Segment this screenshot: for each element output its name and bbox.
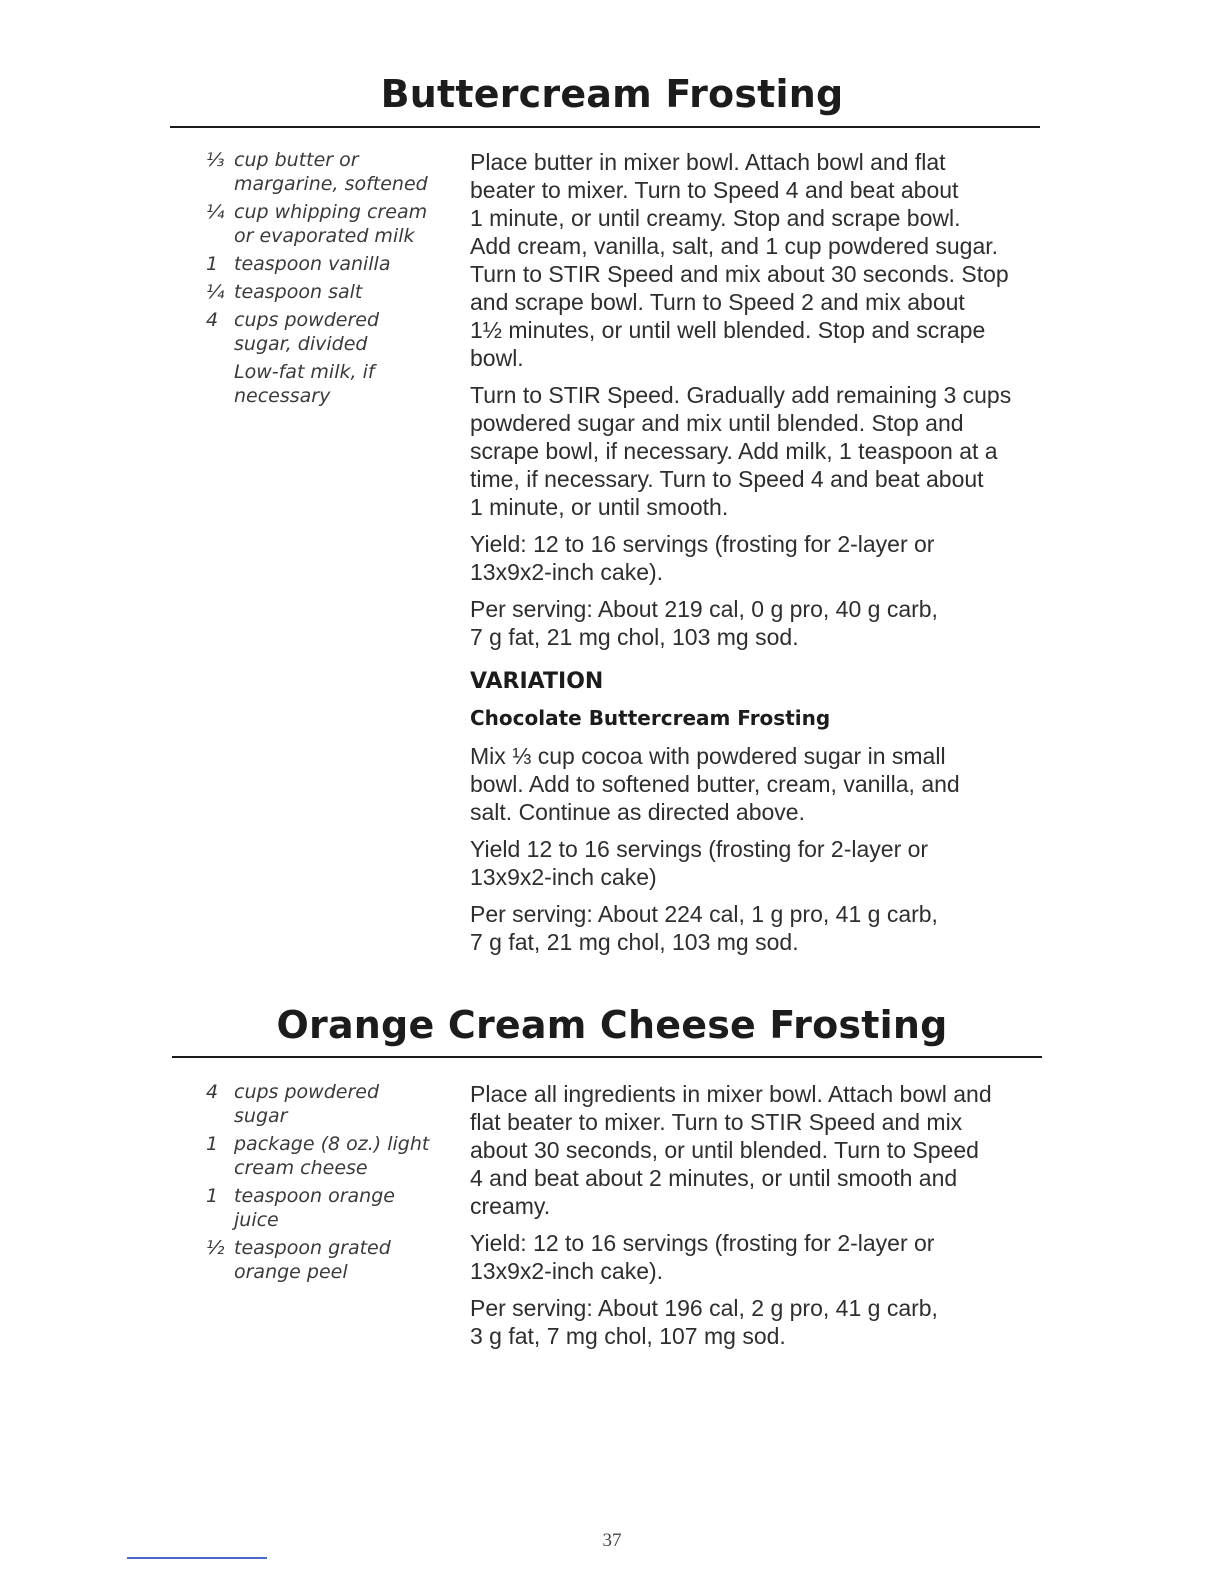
- ingredient-quantity: 4: [206, 309, 219, 331]
- ingredient-text: teaspoon grated: [234, 1237, 391, 1259]
- ingredient-item: [206, 360, 456, 408]
- paragraph: [470, 742, 1050, 826]
- paragraph: [470, 1294, 1050, 1350]
- paragraph: [470, 148, 1050, 372]
- ingredient-text: necessary: [234, 385, 331, 407]
- paragraph-line: bowl. Add to softened butter, cream, vanilla, and: [470, 771, 960, 797]
- paragraph-line: Mix ⅓ cup cocoa with powdered sugar in small: [470, 743, 946, 769]
- paragraph: [470, 595, 1050, 651]
- paragraph-line: Turn to STIR Speed. Gradually add remaining 3 cups: [470, 382, 1012, 408]
- ingredient-text: cream cheese: [234, 1157, 368, 1179]
- ingredient-item: [206, 1132, 456, 1180]
- ingredient-text: Low-fat milk, if: [234, 361, 375, 383]
- ingredient-text: cups powdered: [234, 309, 380, 331]
- paragraph-line: Per serving: About 196 cal, 2 g pro, 41 g carb,: [470, 1295, 938, 1321]
- paragraph-line: 4 and beat about 2 minutes, or until smooth and: [470, 1165, 958, 1191]
- ingredient-text: cups powdered: [234, 1081, 380, 1103]
- ingredient-text: margarine, softened: [234, 173, 428, 195]
- paragraph-line: and scrape bowl. Turn to Speed 2 and mix about: [470, 289, 965, 315]
- paragraph-line: time, if necessary. Turn to Speed 4 and beat about: [470, 466, 984, 492]
- paragraph-line: 1 minute, or until smooth.: [470, 494, 729, 520]
- paragraph: [470, 835, 1050, 891]
- paragraph-line: Turn to STIR Speed and mix about 30 seconds. Stop: [470, 261, 1009, 287]
- ingredient-quantity: ¼: [206, 281, 225, 303]
- ingredient-text: cup butter or: [234, 149, 359, 171]
- orange-title-rule: [172, 1056, 1042, 1058]
- ingredient-item: [206, 1184, 456, 1232]
- orange-ingredient-list: [206, 1080, 456, 1288]
- ingredient-text: orange peel: [234, 1261, 348, 1283]
- buttercream-ingredient-list: [206, 148, 456, 412]
- ingredient-quantity: ¼: [206, 201, 225, 223]
- orange-instructions: [470, 1080, 1050, 1350]
- paragraph: [470, 1080, 1050, 1220]
- paragraph-line: flat beater to mixer. Turn to STIR Speed and mix: [470, 1109, 963, 1135]
- variation-instructions: [470, 742, 1050, 956]
- paragraph-line: beater to mixer. Turn to Speed 4 and beat about: [470, 177, 959, 203]
- variation-heading: VARIATION: [470, 669, 604, 694]
- paragraph-line: about 30 seconds, or until blended. Turn to Speed: [470, 1137, 979, 1163]
- ingredient-text: sugar, divided: [234, 333, 368, 355]
- paragraph-line: powdered sugar and mix until blended. Stop and: [470, 410, 964, 436]
- buttercream-method: [470, 148, 1050, 965]
- ingredient-item: [206, 1236, 456, 1284]
- buttercream-title-rule: [170, 126, 1040, 128]
- ingredient-quantity: 1: [206, 253, 219, 275]
- paragraph: [470, 900, 1050, 956]
- paragraph-line: 1 minute, or until creamy. Stop and scrape bowl.: [470, 205, 961, 231]
- paragraph-line: creamy.: [470, 1193, 551, 1219]
- ingredient-text: package (8 oz.) light: [234, 1133, 430, 1155]
- ingredient-item: [206, 252, 456, 276]
- paragraph: [470, 530, 1050, 586]
- paragraph-line: 3 g fat, 7 mg chol, 107 mg sod.: [470, 1323, 786, 1349]
- variation-title: Chocolate Buttercream Frosting: [470, 706, 831, 730]
- paragraph-line: Place all ingredients in mixer bowl. Attach bowl and: [470, 1081, 992, 1107]
- ingredient-item: [206, 280, 456, 304]
- ingredient-quantity: 1: [206, 1133, 219, 1155]
- ingredient-item: [206, 200, 456, 248]
- paragraph-line: Per serving: About 224 cal, 1 g pro, 41 g carb,: [470, 901, 938, 927]
- ingredient-text: cup whipping cream: [234, 201, 428, 223]
- paragraph-line: 7 g fat, 21 mg chol, 103 mg sod.: [470, 624, 799, 650]
- paragraph-line: Yield: 12 to 16 servings (frosting for 2-layer or: [470, 531, 935, 557]
- page-number: 37: [602, 1530, 622, 1551]
- paragraph-line: Per serving: About 219 cal, 0 g pro, 40 g carb,: [470, 596, 938, 622]
- paragraph-line: Place butter in mixer bowl. Attach bowl and flat: [470, 149, 946, 175]
- ingredient-item: [206, 1080, 456, 1128]
- paragraph-line: 13x9x2-inch cake).: [470, 559, 664, 585]
- paragraph-line: 13x9x2-inch cake).: [470, 1258, 664, 1284]
- orange-cream-cheese-title: Orange Cream Cheese Frosting: [276, 1003, 948, 1047]
- paragraph-line: 13x9x2-inch cake): [470, 864, 657, 890]
- ingredient-text: juice: [234, 1209, 279, 1231]
- paragraph-line: salt. Continue as directed above.: [470, 799, 805, 825]
- ingredient-item: [206, 308, 456, 356]
- buttercream-instructions: [470, 148, 1050, 651]
- paragraph-line: bowl.: [470, 345, 524, 371]
- paragraph: [470, 381, 1050, 521]
- ingredient-text: teaspoon vanilla: [234, 253, 391, 275]
- ingredient-text: teaspoon salt: [234, 281, 363, 303]
- paragraph: [470, 1229, 1050, 1285]
- ingredient-text: or evaporated milk: [234, 225, 415, 247]
- ingredient-quantity: ⅓: [206, 149, 225, 171]
- ingredient-quantity: ½: [206, 1237, 225, 1259]
- ingredient-quantity: 1: [206, 1185, 219, 1207]
- paragraph-line: 7 g fat, 21 mg chol, 103 mg sod.: [470, 929, 799, 955]
- paragraph-line: Yield: 12 to 16 servings (frosting for 2-layer or: [470, 1230, 935, 1256]
- ingredient-text: sugar: [234, 1105, 288, 1127]
- paragraph-line: 1½ minutes, or until well blended. Stop and scrape: [470, 317, 986, 343]
- ingredient-text: teaspoon orange: [234, 1185, 395, 1207]
- footer-line: [127, 1557, 267, 1559]
- ingredient-quantity: 4: [206, 1081, 219, 1103]
- paragraph-line: scrape bowl, if necessary. Add milk, 1 teaspoon at a: [470, 438, 998, 464]
- paragraph-line: Add cream, vanilla, salt, and 1 cup powdered sugar.: [470, 233, 999, 259]
- buttercream-title: Buttercream Frosting: [380, 72, 844, 116]
- paragraph-line: Yield 12 to 16 servings (frosting for 2-layer or: [470, 836, 929, 862]
- ingredient-item: [206, 148, 456, 196]
- orange-method: [470, 1080, 1050, 1359]
